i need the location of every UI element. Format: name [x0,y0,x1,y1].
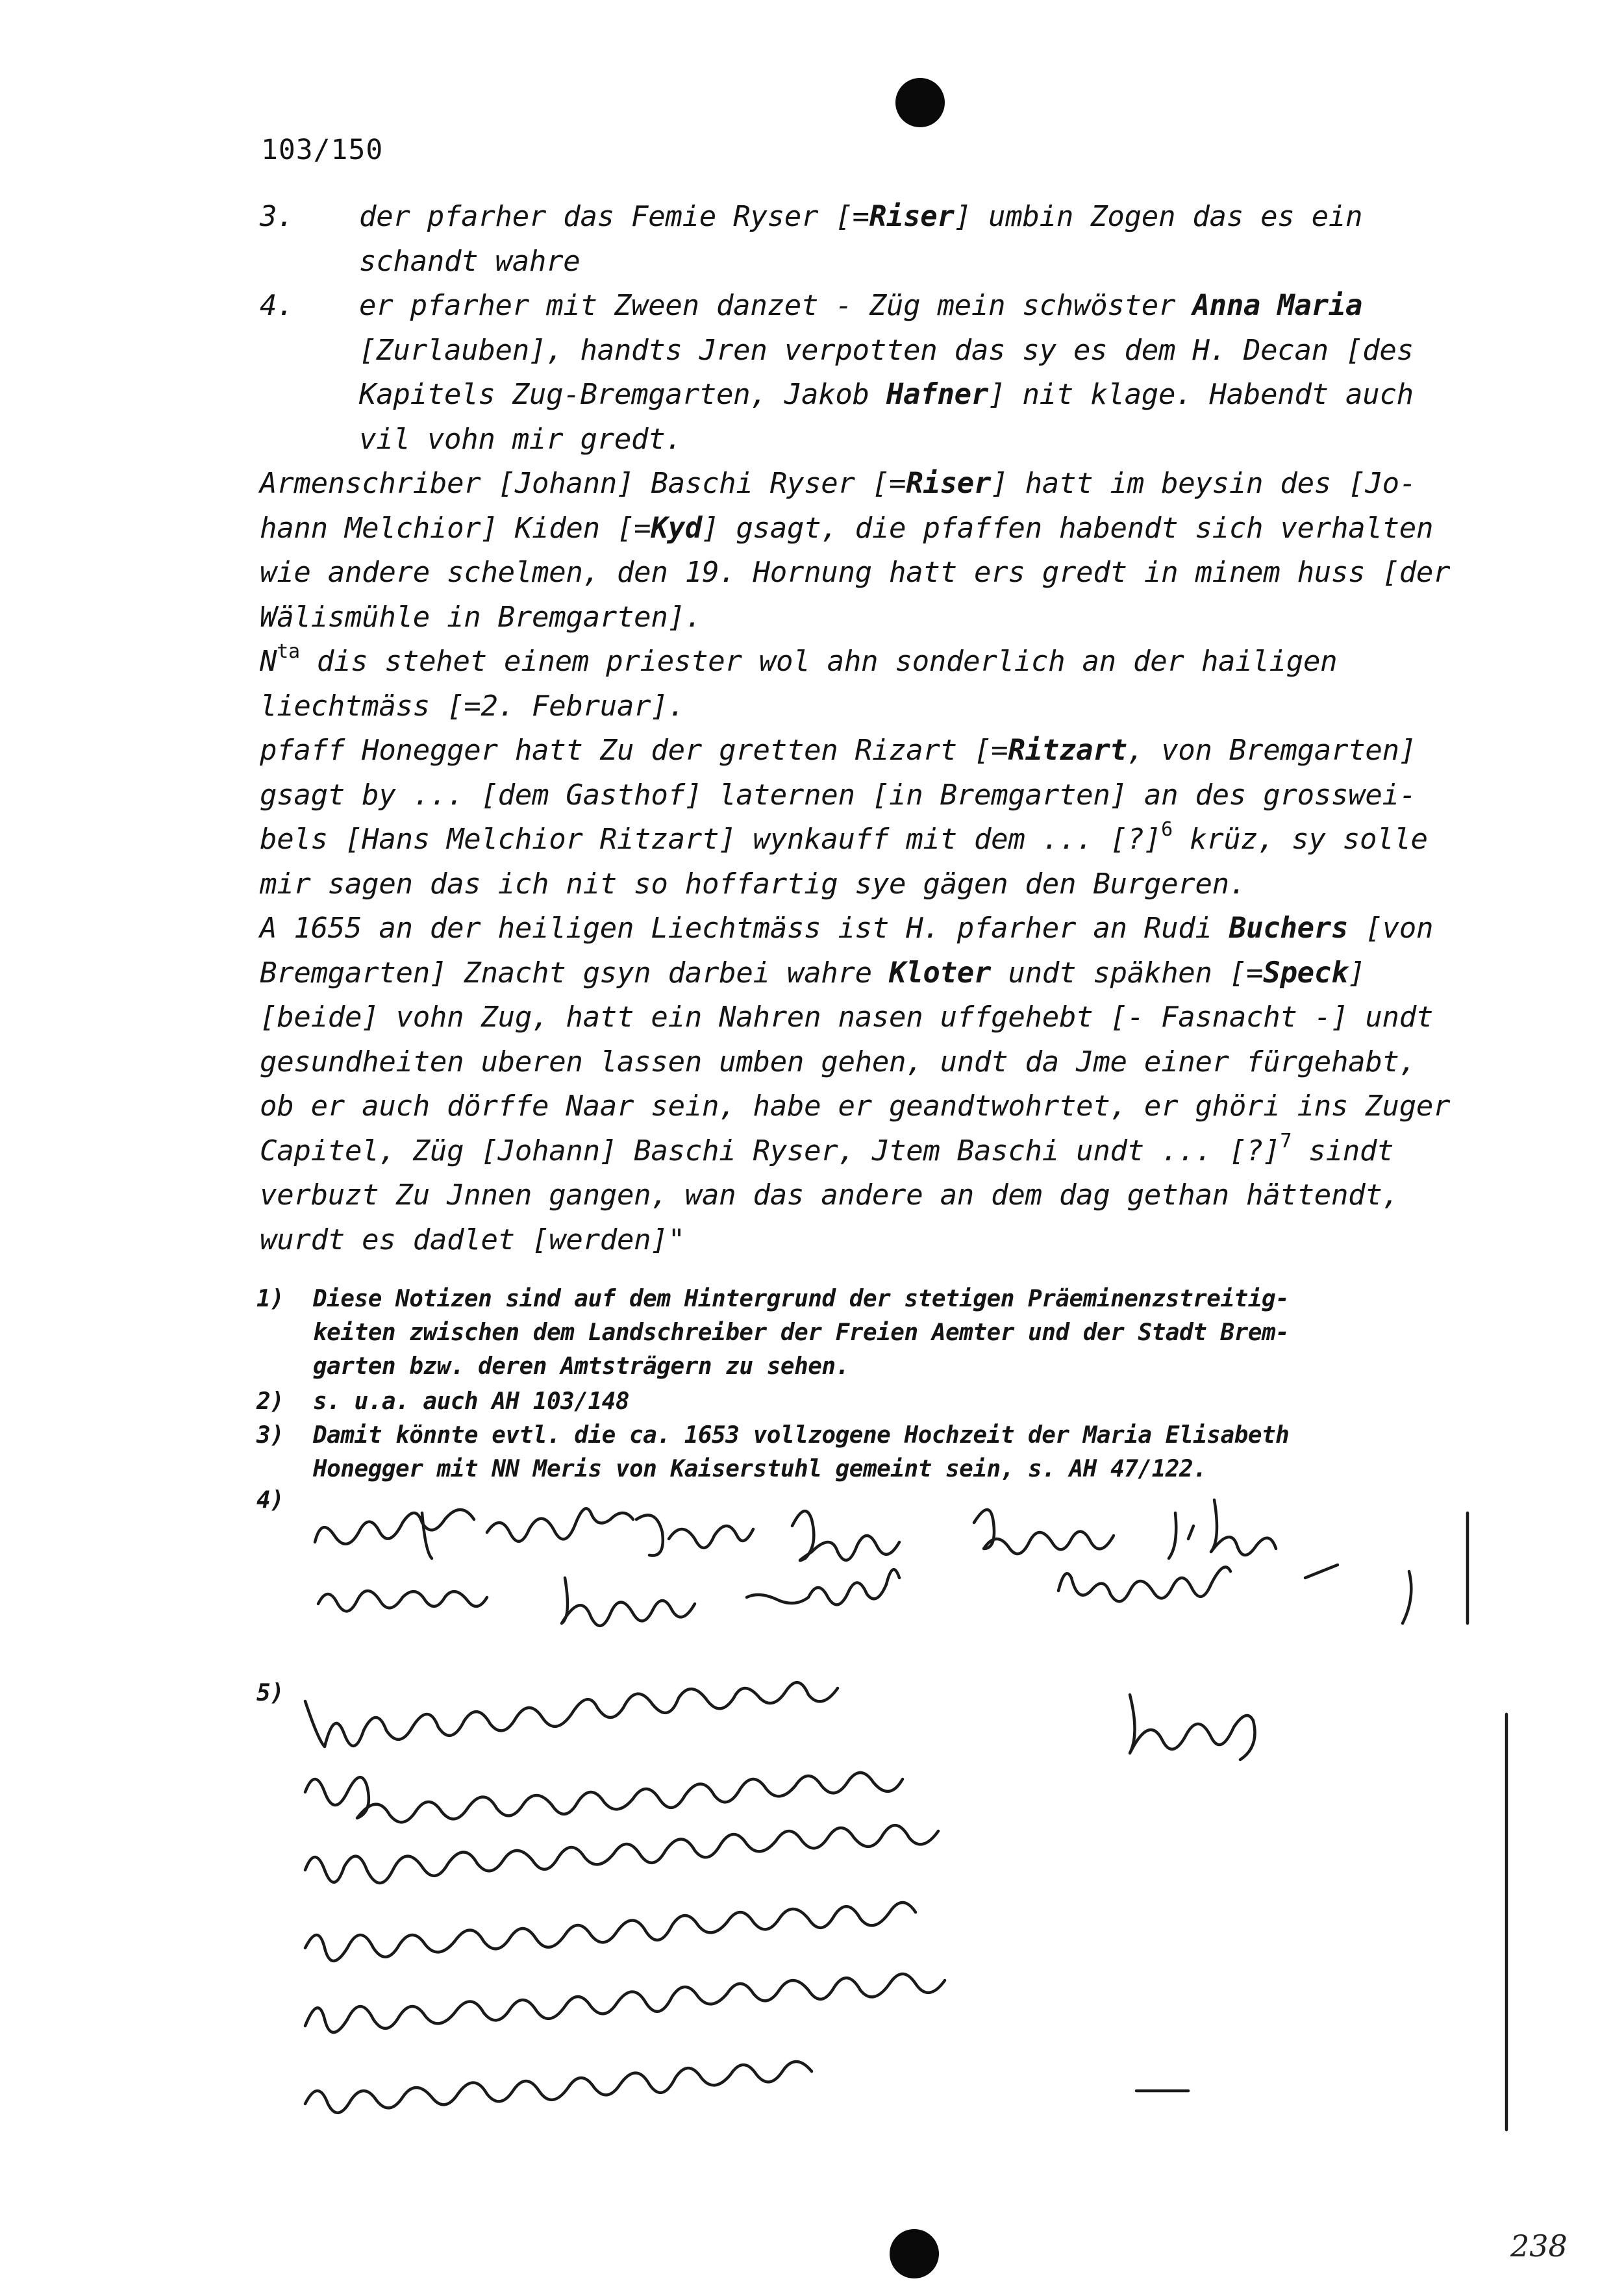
text-segment: Kapitels Zug-Bremgarten, Jakob [359,378,886,411]
footnote-number: 2) [256,1388,284,1415]
text-line [359,284,1502,329]
text-line [260,906,1506,951]
footnote-line: Damit könnte evtl. die ca. 1653 vollzogene Hochzeit der Maria Elisabeth [313,1422,1290,1449]
text-segment: ] umbin Zogen das es ein [954,200,1363,233]
footnote-number: 5) [256,1680,284,1706]
text-segment: gesundheiten uberen lassen umben gehen, undt da Jme einer fürgehabt, [260,1045,1416,1079]
footnote-line: keiten zwischen dem Landschreiber der Freien Aemter und der Stadt Brem- [313,1319,1290,1346]
bold-name: Speck [1263,956,1349,990]
bold-name: Kyd [651,511,702,545]
text-segment: wurdt es dadlet [werden]" [260,1223,685,1256]
text-segment: pfaff Honegger hatt Zu der gretten Rizart [= [260,734,1008,767]
text-line [260,1173,1506,1218]
text-segment: verbuzt Zu Jnnen gangen, wan das andere an dem dag gethan hättendt, [260,1179,1399,1212]
text-line [260,1218,1506,1263]
bold-name: Riser [869,200,955,233]
superscript: 7 [1280,1129,1292,1153]
text-segment: der pfarher das Femie Ryser [= [359,200,869,233]
text-segment: wie andere schelmen, den 19. Hornung hatt ers gredt in minem huss [der [260,556,1451,589]
text-segment: [beide] vohn Zug, hatt ein Nahren nasen uffgehebt [- Fasnacht -] undt [260,1001,1434,1034]
text-segment: gsagt by ... [dem Gasthof] laternen [in Bremgarten] an des grosswei- [260,778,1416,812]
footnote-line: Diese Notizen sind auf dem Hintergrund der stetigen Präeminenzstreitig- [313,1286,1290,1312]
text-segment: Capitel, Züg [Johann] Baschi Ryser, Jtem Baschi undt ... [?] [260,1134,1280,1167]
bold-name: Riser [906,467,992,500]
page-mark: 238 [1510,2228,1568,2264]
punch-hole-bottom [890,2229,939,2278]
text-line [260,1040,1506,1085]
text-segment: ] hatt im beysin des [Jo- [991,467,1416,500]
text-line [260,729,1506,773]
bold-name: Ritzart [1008,734,1127,767]
text-segment: mir sagen das ich nit so hoffartig sye gägen den Burgeren. [260,867,1247,901]
text-segment: N [260,645,277,678]
text-segment: liechtmäss [=2. Februar]. [260,689,685,723]
text-segment: hann Melchior] Kiden [= [260,511,651,545]
text-segment: dis stehet einem priester wol ahn sonderlich an der hailigen [299,645,1338,678]
text-line [260,506,1506,551]
text-segment: krüz, sy solle [1172,823,1428,856]
bold-name: Buchers [1229,912,1349,945]
text-segment: bels [Hans Melchior Ritzart] wynkauff mit dem ... [?] [260,823,1162,856]
text-segment: Wälismühle in Bremgarten]. [260,600,702,634]
text-segment: vil vohn mir gredt. [359,422,682,456]
text-line [260,951,1506,996]
text-line [359,329,1502,373]
text-segment: Armenschriber [Johann] Baschi Ryser [= [260,467,906,500]
text-segment: Bremgarten] Znacht gsyn darbei wahre [260,956,890,990]
text-segment: ob er auch dörffe Naar sein, habe er geandtwohrtet, er ghöri ins Zuger [260,1090,1451,1123]
footnote-number: 3) [256,1422,284,1449]
superscript: ta [277,640,300,663]
bold-name: Hafner [886,378,989,411]
handwriting-excerpt-4 [279,1487,1487,1656]
text-line [260,995,1506,1040]
footnote-number: 1) [256,1286,284,1312]
punch-hole-top [895,78,945,127]
bold-name: Kloter [889,956,992,990]
text-line [359,195,1502,240]
text-segment: undt späkhen [= [991,956,1264,990]
text-line [260,640,1506,684]
handwriting-excerpt-5 [279,1675,1526,2156]
footnote-line: Honegger mit NN Meris von Kaiserstuhl gemeint sein, s. AH 47/122. [313,1456,1207,1482]
bold-name: Anna Maria [1192,289,1363,322]
item-text [359,284,1502,462]
footnote-number: 4) [256,1487,284,1514]
text-segment: [von [1348,912,1434,945]
text-line [260,595,1506,640]
superscript: 6 [1161,818,1173,841]
text-line [260,1084,1506,1129]
text-line [260,684,1506,729]
text-segment: [Zurlauben], handts Jren verpotten das sy es dem H. Decan [des [359,333,1414,367]
text-line [260,862,1506,907]
text-segment: ] gsagt, die pfaffen habendt sich verhalten [701,511,1434,545]
text-line [359,418,1502,462]
paragraph [260,640,1506,729]
text-line [260,551,1506,595]
text-line [260,817,1506,862]
text-line [260,773,1506,818]
text-segment: , von Bremgarten] [1127,734,1416,767]
document-number: 103/150 [261,134,384,166]
paragraph [260,906,1506,1262]
text-line [260,462,1506,506]
paragraph [260,729,1506,906]
text-segment: A 1655 an der heiligen Liechtmäss ist H. pfarher an Rudi [260,912,1229,945]
footnote-line: s. u.a. auch AH 103/148 [313,1388,629,1415]
item-text [359,195,1502,284]
text-segment: er pfarher mit Zween danzet - Züg mein schwöster [359,289,1193,322]
item-number: 3. [260,200,294,233]
paragraph [260,462,1506,640]
text-segment: sindt [1292,1134,1394,1167]
footnote-line: garten bzw. deren Amtsträgern zu sehen. [313,1353,849,1380]
item-number: 4. [260,289,294,322]
text-line [359,240,1502,284]
text-line [260,1129,1506,1174]
text-line [359,373,1502,418]
text-segment: ] nit klage. Habendt auch [988,378,1414,411]
text-segment: schandt wahre [359,244,581,278]
text-segment: ] [1348,956,1366,990]
